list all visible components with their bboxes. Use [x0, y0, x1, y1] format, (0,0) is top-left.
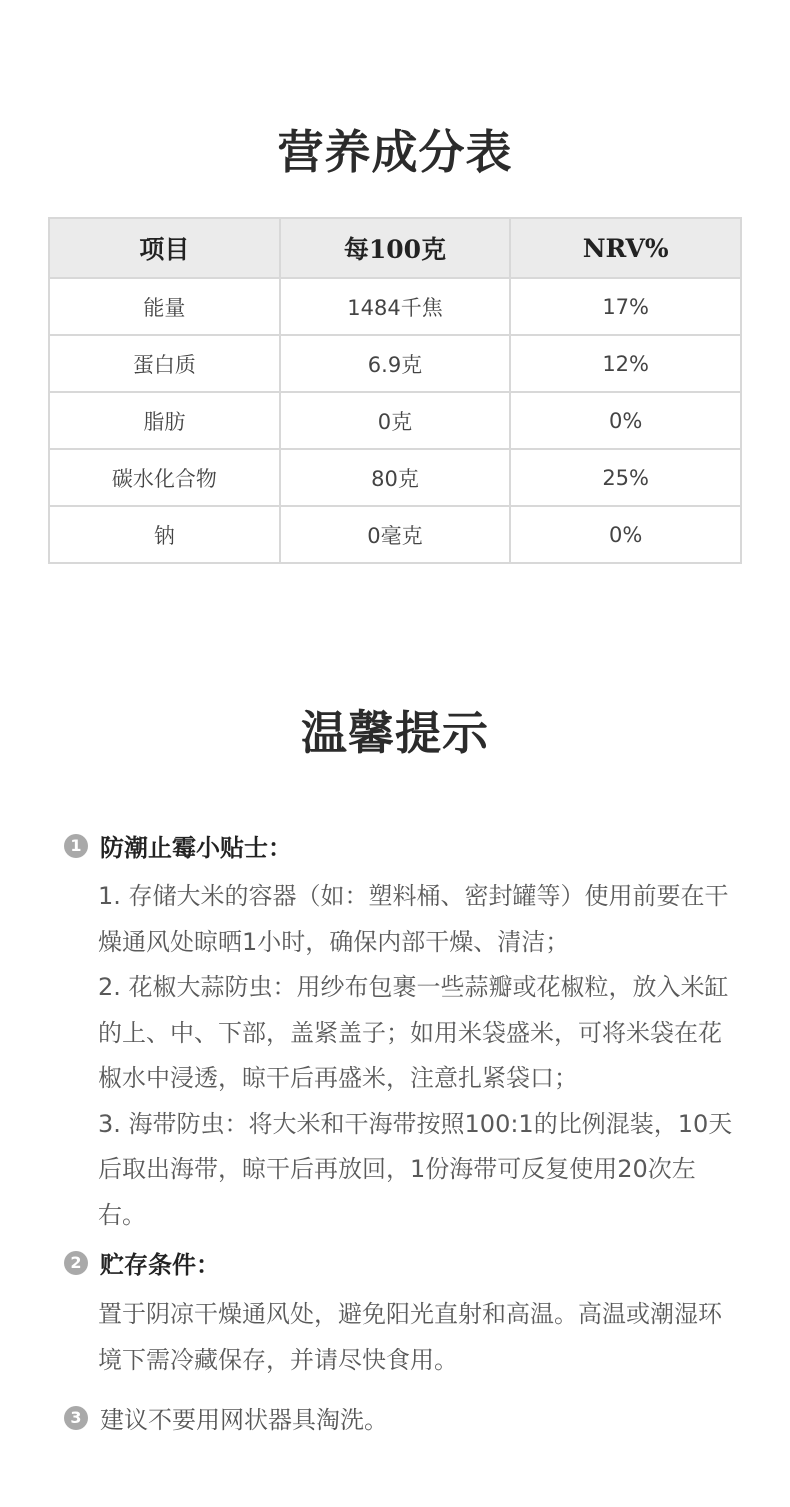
nutrition-title: 营养成分表: [277, 125, 513, 179]
cell-amount: 80克: [280, 449, 511, 506]
tip-heading-washing: [64, 1400, 388, 1435]
tip-heading-moisture: [64, 828, 292, 863]
table-header-row: [49, 218, 741, 278]
table-row-fat: [49, 392, 741, 449]
cell-nrv: 0%: [510, 506, 741, 563]
tip-paragraph: 2. 花椒大蒜防虫：用纱布包裹一些蒜瓣或花椒粒，放入米缸的上、中、下部，盖紧盖子；如用米袋盛米，可将米袋在花椒水中浸透，晾干后再盛米，注意扎紧袋口；: [98, 973, 729, 1092]
cell-amount: 0毫克: [280, 506, 511, 563]
cell-nrv: 17%: [510, 278, 741, 335]
nutrition-table: [48, 217, 742, 564]
table-row-energy: [49, 278, 741, 335]
number-one-icon: 1: [64, 834, 88, 858]
number-three-icon: 3: [64, 1406, 88, 1430]
header-per-100g: 每100克: [280, 218, 511, 278]
tip-heading-label: 建议不要用网状器具淘洗。: [100, 1406, 388, 1434]
header-item: 项目: [49, 218, 280, 278]
tip-paragraph: 3. 海带防虫：将大米和干海带按照100:1的比例混装，10天后取出海带，晾干后再放回，1份海带可反复使用20次左右。: [98, 1109, 733, 1229]
cell-nrv: 0%: [510, 392, 741, 449]
tip-heading-label: 贮存条件：: [100, 1251, 220, 1279]
tips-title: 温馨提示: [301, 706, 489, 760]
cell-amount: 1484千焦: [280, 278, 511, 335]
cell-nrv: 12%: [510, 335, 741, 392]
cell-name: 钠: [49, 506, 280, 563]
cell-amount: 6.9克: [280, 335, 511, 392]
tip-text-storage: [98, 1292, 738, 1383]
tip-heading-storage: [64, 1245, 220, 1280]
cell-nrv: 25%: [510, 449, 741, 506]
table-row-sodium: [49, 506, 741, 563]
cell-name: 蛋白质: [49, 335, 280, 392]
table-row-carbohydrate: [49, 449, 741, 506]
tip-text-moisture: [98, 874, 738, 1238]
tip-paragraph: 1. 存储大米的容器（如：塑料桶、密封罐等）使用前要在干燥通风处晾晒1小时，确保内部干燥、清洁；: [98, 882, 729, 956]
cell-name: 能量: [49, 278, 280, 335]
cell-amount: 0克: [280, 392, 511, 449]
number-two-icon: 2: [64, 1251, 88, 1275]
table-row-protein: [49, 335, 741, 392]
cell-name: 脂肪: [49, 392, 280, 449]
tip-heading-label: 防潮止霉小贴士：: [100, 834, 292, 862]
tip-paragraph: 置于阴凉干燥通风处，避免阳光直射和高温。高温或潮湿环境下需冷藏保存，并请尽快食用。: [98, 1300, 722, 1374]
cell-name: 碳水化合物: [49, 449, 280, 506]
header-nrv: NRV%: [510, 218, 741, 278]
